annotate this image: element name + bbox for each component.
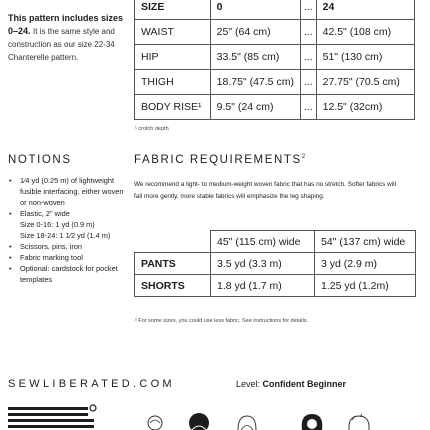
fabric-heading xyxy=(134,154,305,166)
header-cell: SIZE xyxy=(135,0,211,20)
row-first: 25" (64 cm) xyxy=(210,20,300,45)
intro-rest: It is the same style and construction as our size 22-34 Chanterelle pattern. xyxy=(8,27,115,62)
fabric-header-row xyxy=(135,231,416,253)
list-item: • Optional: cardstock for pocket templates xyxy=(8,263,130,285)
row-label: BODY RISE¹ xyxy=(135,95,211,120)
figure-head-icon xyxy=(349,416,369,430)
table-row xyxy=(135,20,415,45)
table-row xyxy=(135,45,415,70)
fabric-footnote: ² For some sizes, you could use less fabric. See instructions for details. xyxy=(135,318,309,324)
header-cell: 24 xyxy=(316,0,414,20)
list-subitem: Size 18-24: 1 1⁄2 yd (1.4 m) xyxy=(20,231,111,240)
row-label: PANTS xyxy=(135,253,211,275)
row-dots: ... xyxy=(300,95,316,120)
header-cell: 0 xyxy=(210,0,300,20)
measurement-footnote: ¹ crotch depth xyxy=(135,126,169,132)
skill-level xyxy=(236,379,346,389)
fabric-heading-sup: 2 xyxy=(301,154,306,161)
row-dots: ... xyxy=(300,20,316,45)
row-label: SHORTS xyxy=(135,275,211,297)
row-label: WAIST xyxy=(135,20,211,45)
table-row xyxy=(135,253,416,275)
intro-bold: This pattern includes sizes 0–24. xyxy=(8,13,124,36)
level-label: Level: xyxy=(236,379,261,389)
notions-list xyxy=(8,175,130,285)
row-dots: ... xyxy=(300,70,316,95)
header-cell: ... xyxy=(300,0,316,20)
table-row xyxy=(135,95,415,120)
row-last: 12.5" (32cm) xyxy=(316,95,414,120)
figure-icons xyxy=(134,403,384,430)
row-value: 3.5 yd (3.3 m) xyxy=(211,253,315,275)
measurement-table xyxy=(134,0,415,120)
fabric-table xyxy=(134,230,416,297)
row-label: HIP xyxy=(135,45,211,70)
sew-liberated-logo-icon xyxy=(8,403,100,430)
list-item: • 1⁄4 yd (0.25 m) of lightweight fusible interfacing, either woven or non-woven xyxy=(8,175,130,208)
table-row xyxy=(135,275,416,297)
empty-cell xyxy=(135,231,211,253)
row-dots: ... xyxy=(300,45,316,70)
fabric-heading-text: FABRIC REQUIREMENTS xyxy=(134,154,302,166)
list-item: • Fabric marking tool xyxy=(8,252,130,263)
measurement-header-row xyxy=(135,0,415,20)
list-item: • Scissors, pins, iron xyxy=(8,241,130,252)
figure-head-icon xyxy=(238,416,256,430)
list-item: • Elastic, 2" wide xyxy=(8,208,130,219)
column-header: 54" (137 cm) wide xyxy=(315,231,416,253)
notions-heading: NOTIONS xyxy=(8,154,72,166)
row-value: 1.25 yd (1.2m) xyxy=(315,275,416,297)
pattern-intro xyxy=(8,12,128,64)
website-url: SEWLIBERATED.COM xyxy=(8,378,175,390)
row-value: 1.8 yd (1.7 m) xyxy=(211,275,315,297)
column-header: 45" (115 cm) wide xyxy=(211,231,315,253)
fabric-description: We recommend a light- to medium-weight woven fabric that has no stretch. Softer fabrics will fall more gently, more stable fabrics will emphasize the leg shaping. xyxy=(134,181,397,200)
list-subitem: Size 0-16: 1 yd (0.9 m) xyxy=(20,220,95,229)
table-row xyxy=(135,70,415,95)
row-label: THIGH xyxy=(135,70,211,95)
row-first: 33.5" (85 cm) xyxy=(210,45,300,70)
row-first: 9.5" (24 cm) xyxy=(210,95,300,120)
row-last: 51" (130 cm) xyxy=(316,45,414,70)
level-value: Confident Beginner xyxy=(262,379,347,389)
row-last: 42.5" (108 cm) xyxy=(316,20,414,45)
row-last: 27.75" (70.5 cm) xyxy=(316,70,414,95)
row-value: 3 yd (2.9 m) xyxy=(315,253,416,275)
row-first: 18.75" (47.5 cm) xyxy=(210,70,300,95)
figure-head-icon xyxy=(189,413,209,430)
